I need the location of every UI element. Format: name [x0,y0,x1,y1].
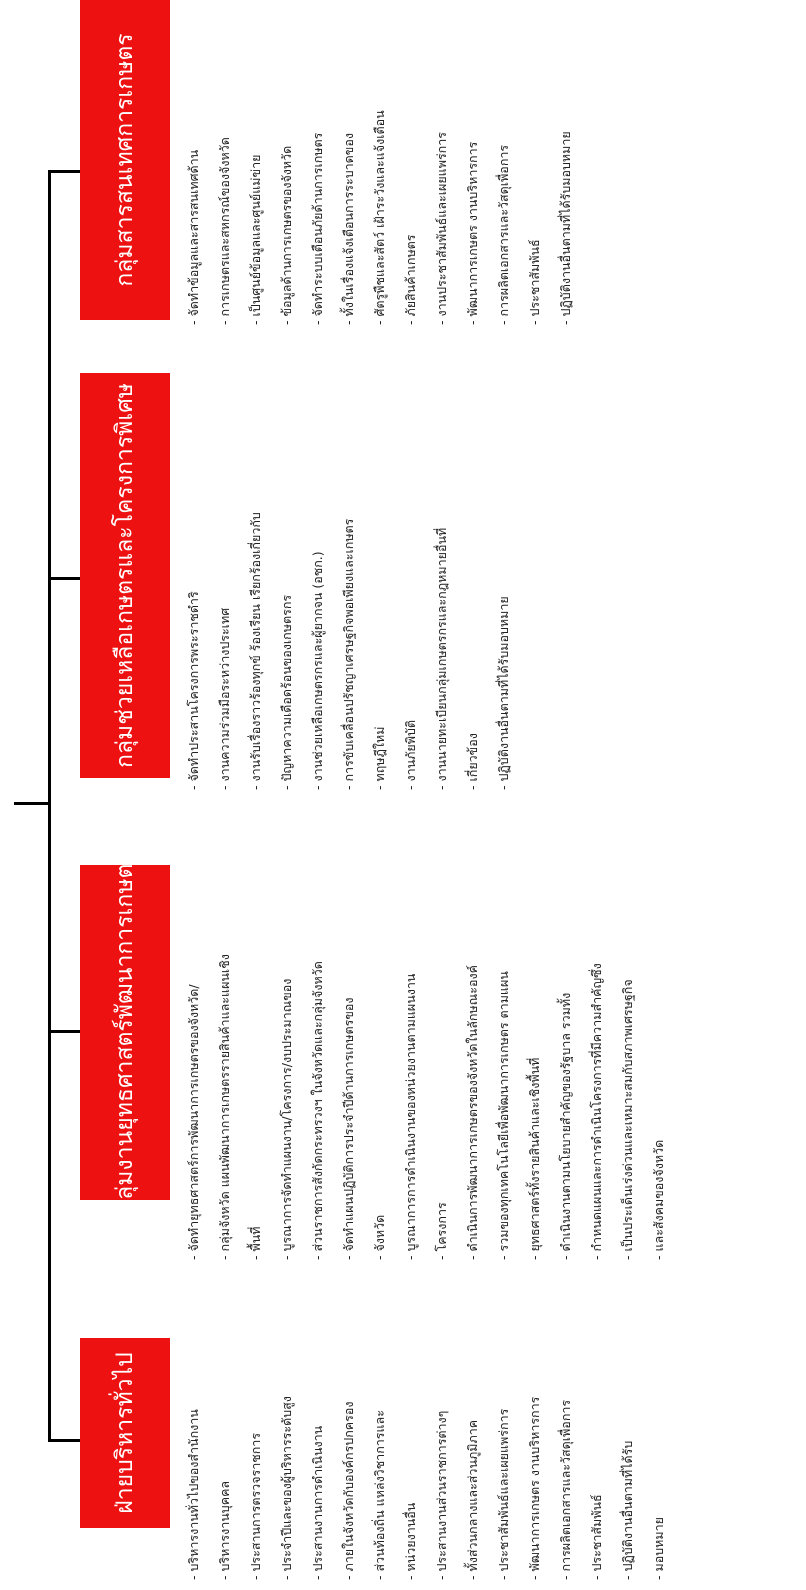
group-header-farmer-assistance: กลุ่มช่วยเหลือเกษตรและโครงการพิเศษ [80,373,170,778]
duty-item: - ประชาสัมพันธ์ [581,1295,612,1580]
duty-item: - งานรับเรื่องราวร้องทุกข์ ร้องเรียน เรียกร้องเกี่ยวกับ [240,370,271,790]
duty-item: - จัดทำระบบเตือนภัยด้านการเกษตร [302,0,333,325]
group-header-general-admin: ฝ่ายบริหารทั่วไป [80,1338,170,1528]
duty-item: - ศัตรูพืชและสัตว์ เฝ้าระวังและแจ้งเตือน [364,0,395,325]
duty-item: - การขับเคลื่อนปรัชญาเศรษฐกิจพอเพียงและเกษตร [333,370,364,790]
duty-item: - ประจำปีและของผู้บริหารระดับสูง [271,1295,302,1580]
duty-item: - บูรณาการการดำเนินงานของหน่วยงานตามแผนงาน [395,850,426,1260]
duty-item: - ปฏิบัติงานอื่นตามที่ได้รับมอบหมาย [550,0,581,325]
duty-item: - ประชาสัมพันธ์และเผยแพร่การ [488,1295,519,1580]
duty-item: - จัดทำประสานโครงการพระราชดำริ [178,370,209,790]
duty-item: - บริหารงานบุคคล [209,1295,240,1580]
duty-item: - ส่วนท้องถิ่น แหล่งวิชาการและ [364,1295,395,1580]
duty-item: - การเกษตรและสหกรณ์ของจังหวัด [209,0,240,325]
duty-item: - จัดทำข้อมูลและสารสนเทศด้าน [178,0,209,325]
duty-item: - รวมของทุกเทคโนโลยีเพื่อพัฒนาการเกษตร ตามแผน [488,850,519,1260]
duty-item: - เป็นประเด็นเร่งด่วนและเหมาะสมกับสภาพเศรษฐกิจ [612,850,643,1260]
duty-item: - บริหารงานทั่วไปของสำนักงาน [178,1295,209,1580]
duty-item: - พื้นที่ [240,850,271,1260]
duty-item: - ประชาสัมพันธ์ [519,0,550,325]
group-duties-strategy [178,850,674,1260]
duty-item: - การผลิตเอกสารและวัสดุเพื่อการ [488,0,519,325]
connector-horizontal-line [48,172,51,1442]
duty-item: - ประสานงานการดำเนินงาน [302,1295,333,1580]
duty-item: - พัฒนาการเกษตร งานบริหารการ [457,0,488,325]
duty-item: - ดำเนินงานตามนโยบายสำคัญของรัฐบาล รวมทั้ง [550,850,581,1260]
duty-item: - และสังคมของจังหวัด [643,850,674,1260]
duty-item: - ดำเนินการพัฒนาการเกษตรของจังหวัดในลักษณะองค์ [457,850,488,1260]
duty-item: - ส่วนราชการสังกัดกระทรวงฯ ในจังหวัดและกลุ่มจังหวัด [302,850,333,1260]
duty-item: - ประสานการตรวจราชการ [240,1295,271,1580]
duty-item: - ข้อมูลด้านการเกษตรของจังหวัด [271,0,302,325]
duty-item: - ภัยสินค้าเกษตร [395,0,426,325]
duty-item: - มอบหมาย [643,1295,674,1580]
duty-item: - พัฒนาการเกษตร งานบริหารการ [519,1295,550,1580]
group-header-agri-information: กลุ่มสารสนเทศการเกษตร [80,0,170,320]
connector-drop-2 [48,1030,82,1033]
connector-drop-4 [48,170,82,173]
duty-item: - ภายในจังหวัดกับองค์กรปกครอง [333,1295,364,1580]
group-header-strategy: กลุ่มงานยุทธศาสตร์พัฒนาการเกษตร [80,865,170,1200]
duty-item: - ปัญหาความเดือดร้อนของเกษตรกร [271,370,302,790]
connector-root-stem [14,802,50,805]
group-duties-agri-information [178,0,581,325]
duty-item: - กำหนดแผนและการดำเนินโครงการที่มีความสำคัญซึ่ง [581,850,612,1260]
duty-item: - ประสานงานส่วนราชการต่างๆ [426,1295,457,1580]
duty-item: - เป็นศูนย์ข้อมูลและศูนย์แม่ข่าย [240,0,271,325]
duty-item: - โครงการ [426,850,457,1260]
duty-item: - จังหวัด [364,850,395,1260]
duty-item: - จัดทำยุทธศาสตร์การพัฒนาการเกษตรของจังหวัด/ [178,850,209,1260]
duty-item: - จัดทำแผนปฏิบัติการประจำปีด้านการเกษตรของ [333,850,364,1260]
connector-drop-3 [48,577,82,580]
duty-item: - การผลิตเอกสารและวัสดุเพื่อการ [550,1295,581,1580]
connector-drop-1 [48,1439,82,1442]
duty-item: - กลุ่มจังหวัด แผนพัฒนาการเกษตรรายสินค้าและแผนเชิง [209,850,240,1260]
duty-item: - บูรณาการจัดทำแผนงาน/โครงการ/งบประมาณของ [271,850,302,1260]
duty-item: - ปฏิบัติงานอื่นตามที่ได้รับมอบหมาย [488,370,519,790]
duty-item: - ยุทธศาสตร์ทั้งรายสินค้าและเชิงพื้นที่ [519,850,550,1260]
duty-item: - งานนายทะเบียนกลุ่มเกษตรกรและกฎหมายอื่นที่ [426,370,457,790]
duty-item: - เกี่ยวข้อง [457,370,488,790]
duty-item: - งานความร่วมมือระหว่างประเทศ [209,370,240,790]
duty-item: - งานประชาสัมพันธ์และเผยแพร่การ [426,0,457,325]
duty-item: - ทั้งส่วนกลางและส่วนภูมิภาค [457,1295,488,1580]
duty-item: - งานภัยพิบัติ [395,370,426,790]
duty-item: - ทั้งในเรื่องแจ้งเตือนการระบาดของ [333,0,364,325]
duty-item: - ทฤษฎีใหม่ [364,370,395,790]
group-duties-farmer-assistance [178,370,519,790]
group-duties-general-admin [178,1295,674,1580]
duty-item: - ปฏิบัติงานอื่นตามที่ได้รับ [612,1295,643,1580]
duty-item: - หน่วยงานอื่น [395,1295,426,1580]
duty-item: - งานช่วยเหลือเกษตรกรและผู้ยากจน (อชก.) [302,370,333,790]
